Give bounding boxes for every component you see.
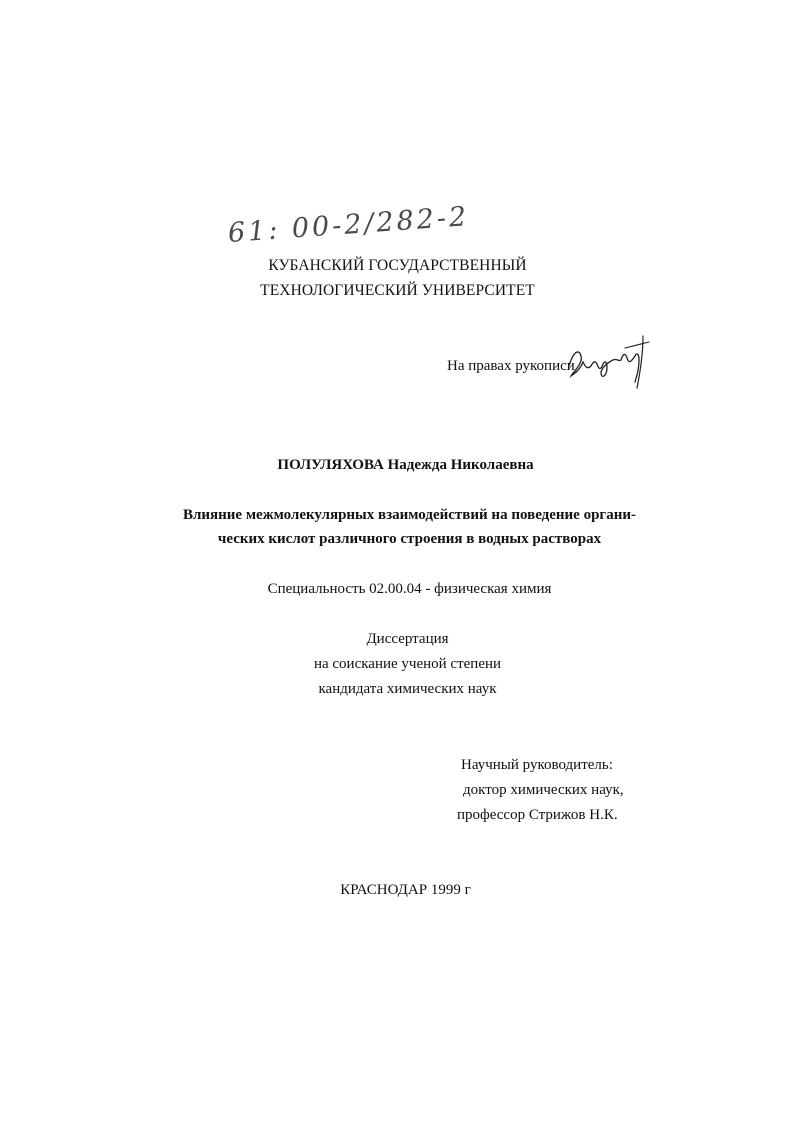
archive-mark-handwritten: 61: 00-2/282-2 <box>226 201 471 249</box>
dissertation-title-line2: ческих кислот различного строения в водных растворах <box>217 531 602 547</box>
author-name: ПОЛУЛЯХОВА Надежда Николаевна <box>277 457 534 473</box>
university-name-line2: ТЕХНОЛОГИЧЕСКИЙ УНИВЕРСИТЕТ <box>260 282 535 299</box>
handwritten-signature <box>565 332 655 392</box>
manuscript-rights-label: На правах рукописи <box>447 358 575 374</box>
city-year: КРАСНОДАР 1999 г <box>340 882 471 898</box>
specialty-line: Специальность 02.00.04 - физическая химия <box>267 581 552 597</box>
supervisor-label: Научный руководитель: <box>461 757 613 773</box>
degree-line1: Диссертация <box>366 631 449 647</box>
dissertation-title-line1: Влияние межмолекулярных взаимодействий на поведение органи- <box>182 507 637 523</box>
degree-line3: кандидата химических наук <box>318 681 497 697</box>
degree-line2: на соискание ученой степени <box>313 656 502 672</box>
university-name-line1: КУБАНСКИЙ ГОСУДАРСТВЕННЫЙ <box>268 257 527 274</box>
supervisor-name: профессор Стрижов Н.К. <box>457 807 618 823</box>
supervisor-degree: доктор химических наук, <box>463 782 624 798</box>
